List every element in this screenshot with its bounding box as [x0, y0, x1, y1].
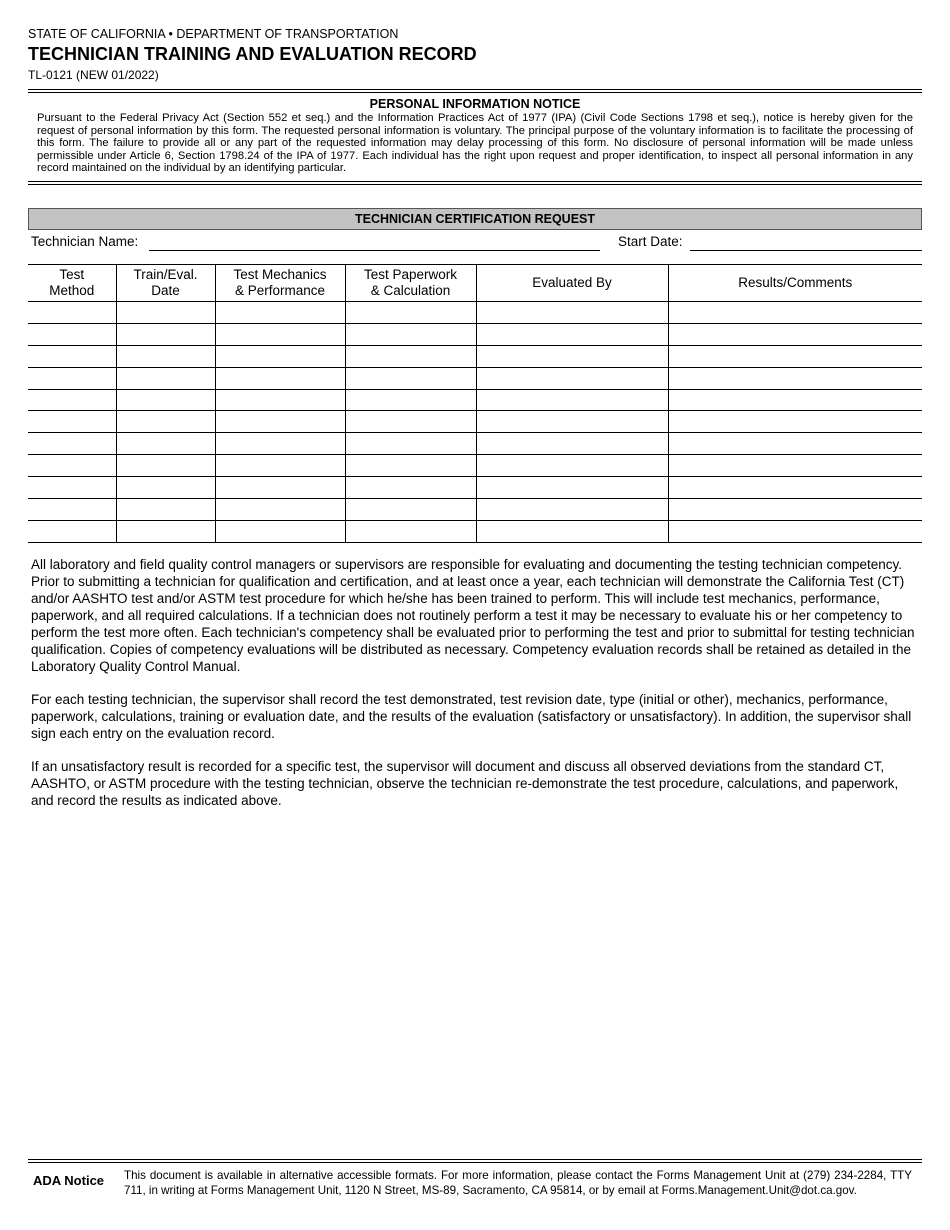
cell-test-method[interactable]	[28, 455, 116, 477]
col-header-test-mechanics-line1: Test Mechanics	[233, 267, 327, 282]
cell-train-eval-date[interactable]	[116, 499, 215, 521]
col-header-evaluated-by	[476, 265, 668, 302]
evaluation-table-body	[28, 302, 922, 543]
instructions-text	[31, 556, 923, 825]
cell-results-comments[interactable]	[668, 520, 922, 542]
cell-test-paperwork[interactable]	[345, 477, 476, 499]
table-row	[28, 302, 922, 324]
technician-info-row	[28, 232, 922, 252]
ada-footer	[28, 1159, 922, 1197]
cell-test-method[interactable]	[28, 389, 116, 411]
instructions-paragraph-2: For each testing technician, the supervisor shall record the test demonstrated, test revision date, type (initial or other), mechanics, performance, paperwork, calculations, training or evaluation date, and the results of the evaluation (satisfactory or unsatisfactory). In addition, the supervisor shall sign each entry on the evaluation record.	[31, 692, 912, 741]
header-divider	[28, 89, 922, 93]
cell-results-comments[interactable]	[668, 455, 922, 477]
cell-train-eval-date[interactable]	[116, 323, 215, 345]
cell-test-mechanics[interactable]	[215, 302, 345, 324]
cell-test-paperwork[interactable]	[345, 389, 476, 411]
cell-test-paperwork[interactable]	[345, 499, 476, 521]
table-row	[28, 477, 922, 499]
cell-results-comments[interactable]	[668, 389, 922, 411]
agency-line: STATE OF CALIFORNIA • DEPARTMENT OF TRANSPORTATION	[28, 27, 399, 41]
cell-test-mechanics[interactable]	[215, 499, 345, 521]
cell-evaluated-by[interactable]	[476, 345, 668, 367]
col-header-train-eval-date-line2: Date	[151, 283, 180, 298]
cell-test-mechanics[interactable]	[215, 367, 345, 389]
cell-results-comments[interactable]	[668, 433, 922, 455]
technician-name-field[interactable]	[149, 250, 600, 251]
cell-test-mechanics[interactable]	[215, 345, 345, 367]
privacy-notice-title: PERSONAL INFORMATION NOTICE	[369, 97, 581, 111]
start-date-label: Start Date:	[618, 234, 683, 249]
cell-results-comments[interactable]	[668, 477, 922, 499]
footer-divider	[28, 1159, 922, 1163]
cell-test-method[interactable]	[28, 367, 116, 389]
privacy-notice	[28, 97, 922, 175]
cell-test-method[interactable]	[28, 477, 116, 499]
form-header	[28, 27, 922, 82]
cell-evaluated-by[interactable]	[476, 389, 668, 411]
cell-test-method[interactable]	[28, 499, 116, 521]
cell-test-mechanics[interactable]	[215, 389, 345, 411]
cell-train-eval-date[interactable]	[116, 345, 215, 367]
cell-test-mechanics[interactable]	[215, 455, 345, 477]
cell-evaluated-by[interactable]	[476, 302, 668, 324]
cell-evaluated-by[interactable]	[476, 323, 668, 345]
cell-train-eval-date[interactable]	[116, 455, 215, 477]
ada-notice-text: This document is available in alternative accessible formats. For more information, please contact the Forms Management Unit at (279) 234-2284, TTY 711, in writing at Forms Management Unit, 1120 N Street, MS-89, Sacramento, CA 95814, or by email at Forms.Management.Unit@dot.ca.gov.	[124, 1169, 912, 1197]
col-header-test-method	[28, 265, 116, 302]
cell-results-comments[interactable]	[668, 411, 922, 433]
evaluation-table	[28, 264, 922, 543]
start-date-field[interactable]	[690, 250, 922, 251]
cell-test-mechanics[interactable]	[215, 520, 345, 542]
cell-test-paperwork[interactable]	[345, 302, 476, 324]
cell-evaluated-by[interactable]	[476, 433, 668, 455]
cell-evaluated-by[interactable]	[476, 520, 668, 542]
cell-train-eval-date[interactable]	[116, 367, 215, 389]
ada-notice-label: ADA Notice	[33, 1173, 105, 1188]
cell-test-method[interactable]	[28, 433, 116, 455]
cell-train-eval-date[interactable]	[116, 433, 215, 455]
instructions-paragraph-3: If an unsatisfactory result is recorded for a specific test, the supervisor will document and discuss all observed deviations from the standard CT, AASHTO, or ASTM procedure with the testing technician, observe the technician re-demonstrate the test procedure, calculations, and paperwork, and record the results as indicated above.	[31, 759, 899, 808]
cell-test-method[interactable]	[28, 323, 116, 345]
cell-results-comments[interactable]	[668, 345, 922, 367]
col-header-test-method-line1: Test	[59, 267, 85, 282]
cell-test-paperwork[interactable]	[345, 345, 476, 367]
table-row	[28, 455, 922, 477]
cell-test-paperwork[interactable]	[345, 323, 476, 345]
table-row	[28, 411, 922, 433]
col-header-train-eval-date-line1: Train/Eval.	[133, 267, 198, 282]
cell-results-comments[interactable]	[668, 323, 922, 345]
cell-results-comments[interactable]	[668, 367, 922, 389]
cell-train-eval-date[interactable]	[116, 520, 215, 542]
cell-test-mechanics[interactable]	[215, 411, 345, 433]
table-row	[28, 520, 922, 542]
col-header-test-mechanics-line2: & Performance	[234, 283, 326, 298]
cell-test-mechanics[interactable]	[215, 433, 345, 455]
cell-evaluated-by[interactable]	[476, 455, 668, 477]
cell-results-comments[interactable]	[668, 499, 922, 521]
table-header-row	[28, 265, 922, 302]
cell-train-eval-date[interactable]	[116, 389, 215, 411]
col-header-evaluated-by-line1: Evaluated By	[532, 275, 612, 290]
table-row	[28, 389, 922, 411]
cell-test-mechanics[interactable]	[215, 323, 345, 345]
cell-train-eval-date[interactable]	[116, 477, 215, 499]
cell-test-paperwork[interactable]	[345, 367, 476, 389]
col-header-test-mechanics	[215, 265, 345, 302]
col-header-results-comments-line1: Results/Comments	[738, 275, 853, 290]
form-title: TECHNICIAN TRAINING AND EVALUATION RECORD	[28, 44, 477, 64]
table-row	[28, 323, 922, 345]
col-header-test-paperwork	[345, 265, 476, 302]
table-row	[28, 367, 922, 389]
cell-test-method[interactable]	[28, 302, 116, 324]
cell-train-eval-date[interactable]	[116, 302, 215, 324]
form-number: TL-0121 (NEW 01/2022)	[28, 68, 159, 82]
cell-evaluated-by[interactable]	[476, 499, 668, 521]
table-row	[28, 345, 922, 367]
section-title-certification: TECHNICIAN CERTIFICATION REQUEST	[28, 208, 922, 230]
col-header-train-eval-date	[116, 265, 215, 302]
table-row	[28, 499, 922, 521]
col-header-test-method-line2: Method	[49, 283, 95, 298]
cell-test-paperwork[interactable]	[345, 433, 476, 455]
col-header-results-comments	[668, 265, 922, 302]
cell-test-paperwork[interactable]	[345, 411, 476, 433]
table-row	[28, 433, 922, 455]
privacy-notice-body: Pursuant to the Federal Privacy Act (Section 552 et seq.) and the Information Practices Act of 1977 (IPA) (Civil Code Sections 1798 et seq.), notice is hereby given for the request of personal information by this form. The requested personal information is voluntary. The principal purpose of the voluntary information is to facilitate the processing of this form. The failure to provide all or any part of the requested information may delay processing of this form. No disclosure of personal information will be made unless permissible under Article 6, Section 1798.24 of the IPA of 1977. Each individual has the right upon request and proper identification, to inspect all personal information in any record maintained on the individual by an identifying particular.	[37, 112, 913, 175]
cell-results-comments[interactable]	[668, 302, 922, 324]
cell-test-paperwork[interactable]	[345, 455, 476, 477]
instructions-paragraph-1: All laboratory and field quality control managers or supervisors are responsible for evaluating and documenting the testing technician competency. Prior to submitting a technician for qualification and certification, and at least once a year, each technician will demonstrate the California Test (CT) and/or AASHTO test and/or ASTM test procedure for which he/she has been trained to perform. This will include test mechanics, performance, paperwork, and all required calculations. If a technician does not routinely perform a test it may be necessary to evaluate his or her competency to perform the test more often. Each technician's competency shall be evaluated prior to performing the test and prior to submittal for testing technician qualification. Copies of competency evaluations will be distributed as necessary. Competency evaluation records shall be retained as detailed in the Laboratory Quality Control Manual.	[31, 557, 915, 674]
col-header-test-paperwork-line2: & Calculation	[370, 283, 451, 298]
col-header-test-paperwork-line1: Test Paperwork	[363, 267, 458, 282]
cell-test-mechanics[interactable]	[215, 477, 345, 499]
cell-evaluated-by[interactable]	[476, 411, 668, 433]
cell-test-method[interactable]	[28, 411, 116, 433]
cell-train-eval-date[interactable]	[116, 411, 215, 433]
cell-test-paperwork[interactable]	[345, 520, 476, 542]
cell-evaluated-by[interactable]	[476, 367, 668, 389]
cell-evaluated-by[interactable]	[476, 477, 668, 499]
cell-test-method[interactable]	[28, 345, 116, 367]
notice-divider	[28, 181, 922, 185]
cell-test-method[interactable]	[28, 520, 116, 542]
technician-name-label: Technician Name:	[31, 234, 139, 249]
